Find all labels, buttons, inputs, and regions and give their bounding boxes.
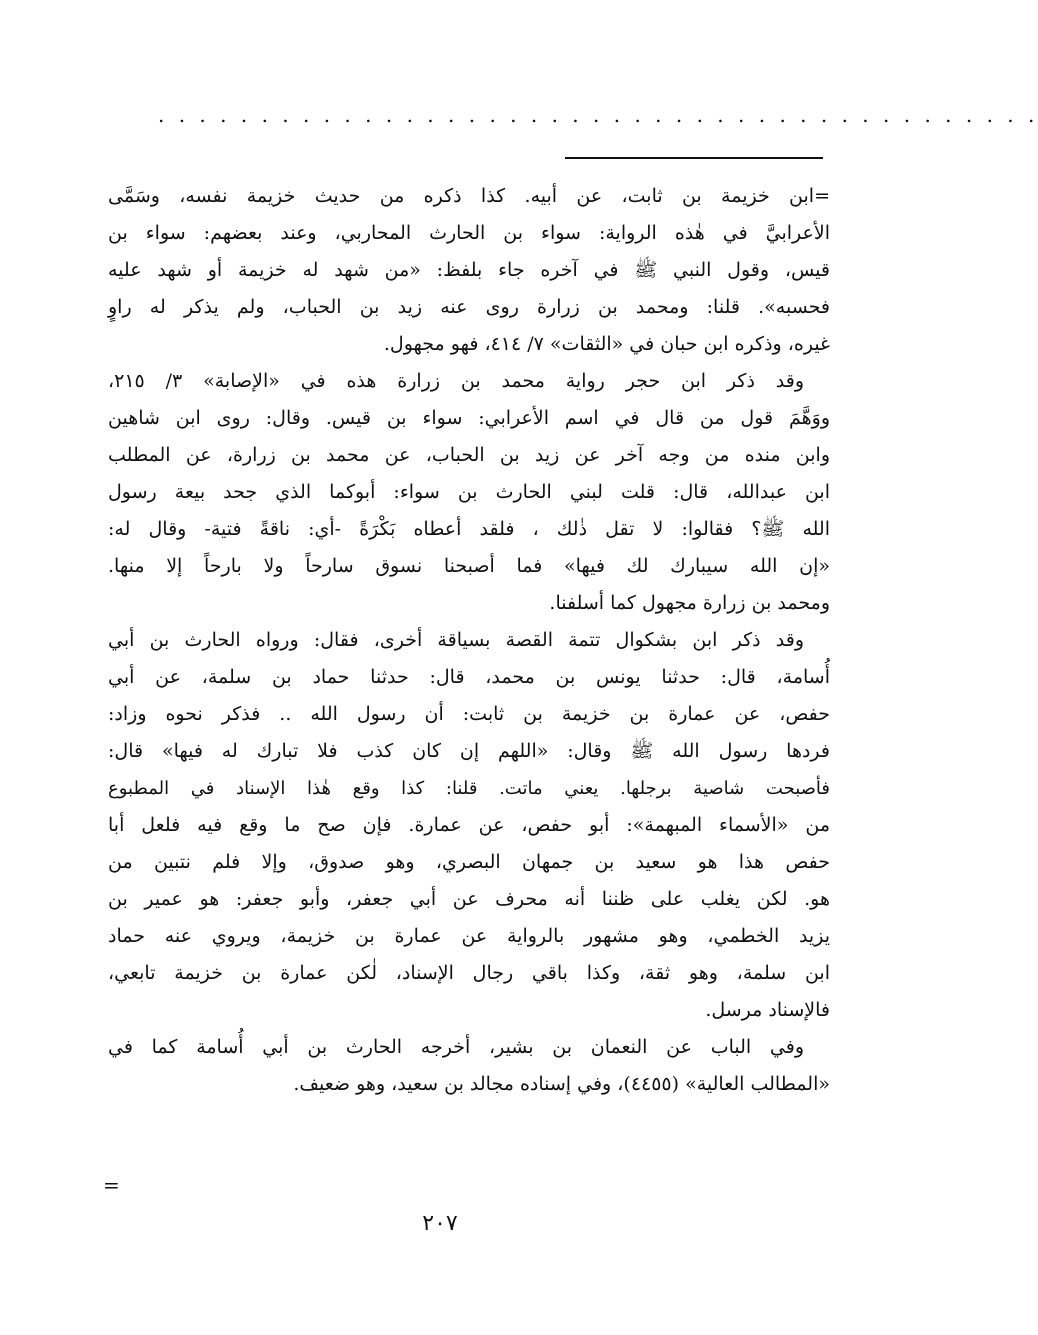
footnote-rule	[565, 157, 823, 159]
text-line: «إن الله سيبارك لك فيها» فما أصبحنا نسوق سارحاً ولا بارحاً إلا منها.	[108, 555, 830, 577]
text-line: ووَهَّمَ قول من قال في اسم الأعرابي: سواء بن قيس. وقال: روى ابن شاهين	[108, 407, 830, 429]
page-number: ٢٠٧	[422, 1211, 458, 1236]
text-line: ابن سلمة، وهو ثقة، وكذا باقي رجال الإسناد، لٰكن عمارة بن خزيمة تابعي،	[108, 962, 830, 984]
separator-dots: . . . . . . . . . . . . . . . . . . . . . . . . . . . . . . . . . . . . . . . . . . .	[158, 103, 1038, 127]
text-line: غيره، وذكره ابن حبان في «الثقات» ٧/ ٤١٤، فهو مجهول.	[383, 333, 830, 355]
text-line: فأصبحت شاصية برجلها. يعني ماتت. قلنا: كذا وقع هٰذا الإسناد في المطبوع	[108, 778, 830, 799]
text-line: =ابن خزيمة بن ثابت، عن أبيه. كذا ذكره من حديث خزيمة نفسه، وسَمَّى	[108, 185, 830, 207]
footnote-text	[108, 178, 830, 1103]
text-line: حفص هذا هو سعيد بن جمهان البصري، وهو صدوق، وإلا فلم نتبين من	[108, 851, 830, 873]
text-line: الأعرابيَّ في هٰذه الرواية: سواء بن الحارث المحاربي، وعند بعضهم: سواء بن	[108, 222, 830, 244]
text-line: ومحمد بن زرارة مجهول كما أسلفنا.	[549, 592, 830, 614]
text-line: ابن عبدالله، قال: قلت لبني الحارث بن سواء: أبوكما الذي جحد بيعة رسول	[108, 481, 830, 503]
text-line: وقد ذكر ابن حجر رواية محمد بن زرارة هذه في «الإصابة» ٣/ ٢١٥،	[108, 370, 804, 392]
text-line: أُسامة، قال: حدثنا يونس بن محمد، قال: حدثنا حماد بن سلمة، عن أبي	[108, 666, 830, 688]
text-line: يزيد الخطمي، وهو مشهور بالرواية عن عمارة بن خزيمة، ويروي عنه حماد	[108, 925, 830, 947]
text-line: من «الأسماء المبهمة»: أبو حفص، عن عمارة. فإن صح ما وقع فيه فلعل أبا	[108, 814, 830, 836]
continuation-mark: =	[103, 1173, 120, 1197]
text-line: قيس، وقول النبي ﷺ في آخره جاء بلفظ: «من شهد له خزيمة أو شهد عليه	[108, 259, 830, 281]
text-line: وفي الباب عن النعمان بن بشير، أخرجه الحارث بن أبي أُسامة كما في	[108, 1036, 804, 1058]
text-line: وقد ذكر ابن بشكوال تتمة القصة بسياقة أخرى، فقال: ورواه الحارث بن أبي	[108, 629, 804, 651]
text-line: الله ﷺ؟ فقالوا: لا تقل ذٰلك ، فلقد أعطاه بَكْرَةً -أي: ناقةً فتية- وقال له:	[108, 518, 830, 540]
text-line: هو. لكن يغلب على ظننا أنه محرف عن أبي جعفر، وأبو جعفر: هو عمير بن	[108, 888, 830, 910]
text-line: وابن منده من وجه آخر عن زيد بن الحباب، عن محمد بن زرارة، عن المطلب	[108, 444, 830, 466]
text-line: فحسبه». قلنا: ومحمد بن زرارة روى عنه زيد بن الحباب، ولم يذكر له راوٍ	[108, 296, 830, 318]
text-line: حفص، عن عمارة بن خزيمة بن ثابت: أن رسول الله .. فذكر نحوه وزاد:	[108, 703, 830, 725]
text-line: فردها رسول الله ﷺ وقال: «اللهم إن كان كذب فلا تبارك له فيها» قال:	[108, 740, 830, 762]
text-line: «المطالب العالية» (٤٤٥٥)، وفي إسناده مجالد بن سعيد، وهو ضعيف.	[293, 1073, 830, 1095]
text-line: فالإسناد مرسل.	[705, 999, 830, 1021]
